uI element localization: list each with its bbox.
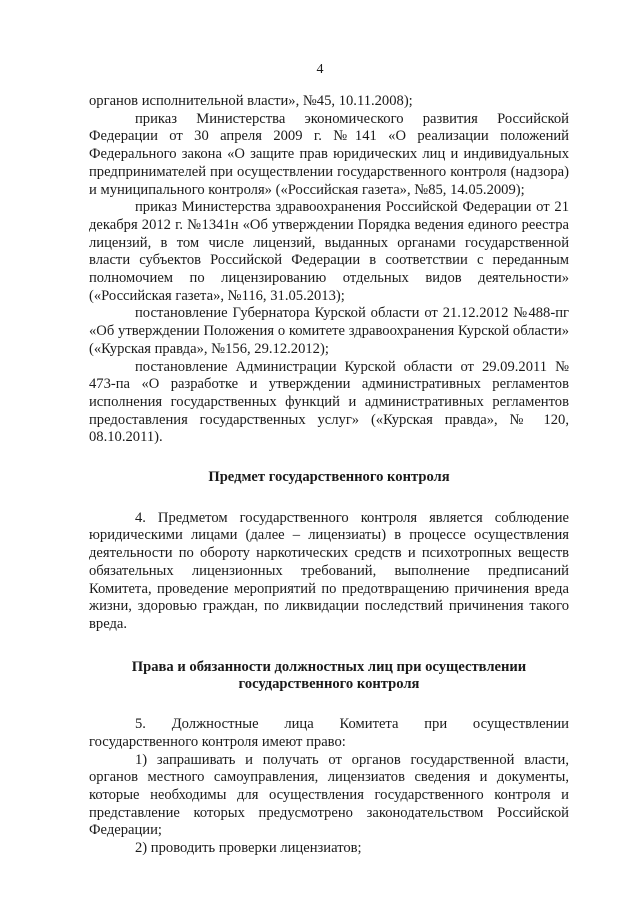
section-heading-subject: Предмет государственного контроля xyxy=(208,469,450,486)
paragraph-order-141: приказ Министерства экономического развития Российской Федерации от 30 апреля 2009 г. №141 «О реализации положений Федерального закона «О защите прав юридических лиц и индивидуальных предпринимателей при осуществлении государственного контроля (надзора) и муниципального контроля» («Российская газета», №85, 14.05.2009); xyxy=(89,110,569,198)
paragraph-governor-decree: постановление Губернатора Курской области от 21.12.2012 №488-пг «Об утверждении Положения о комитете здравоохранения Курской области» («Курская правда», №156, 29.12.2012); xyxy=(89,305,569,357)
list-item-1: 1) запрашивать и получать от органов государственной власти, органов местного самоуправления, лицензиатов сведения и документы, которые необходимы для осуществления государственного контроля и представление которых предусмотрено законодательством Российской Федерации; xyxy=(89,751,569,839)
paragraph-order-1341n: приказ Министерства здравоохранения Российской Федерации от 21 декабря 2012 г. №1341н «Об утверждении Порядка ведения единого реестра лицензий, в том числе лицензий, выданных органами государственной власти субъектов Российской Федерации в соответствии с переданным полномочием по лицензированию отдельных видов деятельности» («Российская газета», №116, 31.05.2013); xyxy=(89,199,569,304)
paragraph-administration-decree: постановление Администрации Курской области от 29.09.2011 № 473-па «О разработке и утверждении административных регламентов исполнения государственных функций и административных регламентов предоставления государственных услуг» («Курская правда», № 120, 08.10.2011). xyxy=(89,358,569,446)
list-item-2: 2) проводить проверки лицензиатов; xyxy=(135,840,362,857)
document-body xyxy=(89,93,569,858)
section-heading-rights-line2: государственного контроля xyxy=(238,676,420,693)
paragraph-4: 4. Предметом государственного контроля является соблюдение юридическими лицами (далее – лицензиаты) в процессе осуществления деятельности по обороту наркотических средств и психотропных веществ обязательных лицензионных требований, выполнение предписаний Комитета, проведение мероприятий по предотвращению причинения вреда жизни, здоровью граждан, по ликвидации последствий причинения такого вреда. xyxy=(89,509,569,632)
section-heading-rights-line1: Права и обязанности должностных лиц при осуществлении xyxy=(131,658,527,675)
page-number: 4 xyxy=(316,62,324,77)
paragraph-continuation: органов исполнительной власти», №45, 10.11.2008); xyxy=(89,93,413,109)
section-heading-rights xyxy=(89,659,569,694)
paragraph-5: 5. Должностные лица Комитета при осуществлении государственного контроля имеют право: xyxy=(89,716,569,750)
